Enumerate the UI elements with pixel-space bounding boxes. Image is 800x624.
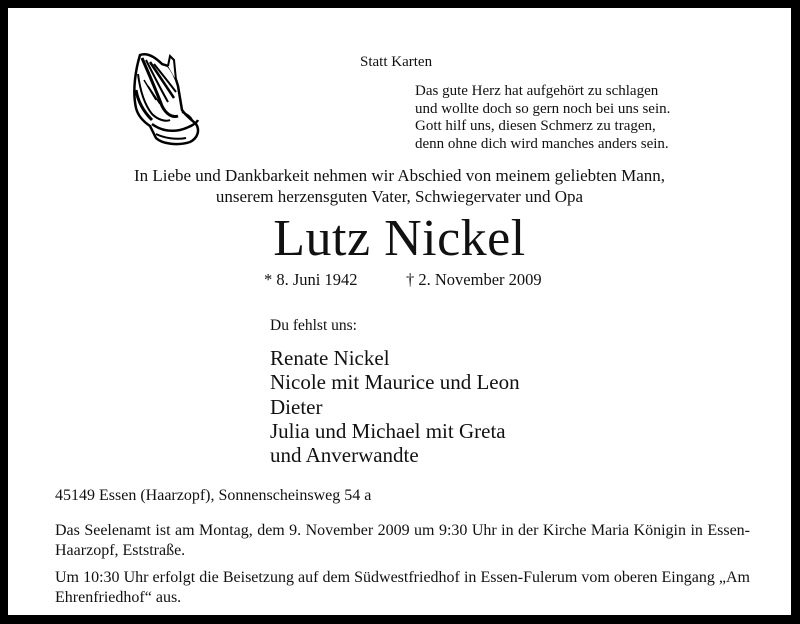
praying-hands-icon	[126, 50, 206, 150]
poem-line: Das gute Herz hat aufgehört zu schlagen	[415, 83, 659, 99]
burial-info: Um 10:30 Uhr erfolgt die Beisetzung auf dem Südwestfriedhof in Essen-Fulerum vom oberen Eingang „Am Ehrenfriedhof“ aus.	[55, 569, 750, 606]
mourners-list	[270, 346, 520, 467]
poem-line: denn ohne dich wird manches anders sein.	[415, 135, 669, 152]
intro-text	[8, 165, 791, 207]
mourner: und Anverwandte	[270, 443, 419, 468]
mourners-label: Du fehlst uns:	[270, 317, 357, 334]
poem	[415, 83, 670, 153]
intro-line: In Liebe und Dankbarkeit nehmen wir Abschied von meinem geliebten Mann,	[133, 166, 666, 185]
service-info: Das Seelenamt ist am Montag, dem 9. November 2009 um 9:30 Uhr in der Kirche Maria Königin in Essen-Haarzopf, Eststraße.	[55, 522, 750, 559]
deceased-name: Lutz Nickel	[273, 210, 526, 267]
poem-line: Gott hilf uns, diesen Schmerz zu tragen,	[415, 118, 656, 134]
intro-line: unserem herzensguten Vater, Schwiegervater und Opa	[215, 187, 584, 206]
statt-karten-header: Statt Karten	[360, 54, 433, 70]
death-date: † 2. November 2009	[406, 270, 542, 289]
birth-date: * 8. Juni 1942	[264, 270, 358, 289]
mourner: Nicole mit Maurice und Leon	[270, 370, 520, 395]
poem-line: und wollte doch so gern noch bei uns sein.	[415, 100, 671, 117]
mourner: Renate Nickel	[270, 346, 390, 370]
address: 45149 Essen (Haarzopf), Sonnenscheinsweg 54 a	[55, 487, 372, 504]
mourner: Dieter	[270, 394, 323, 419]
obituary-notice	[8, 8, 791, 615]
mourner: Julia und Michael mit Greta	[270, 418, 506, 443]
